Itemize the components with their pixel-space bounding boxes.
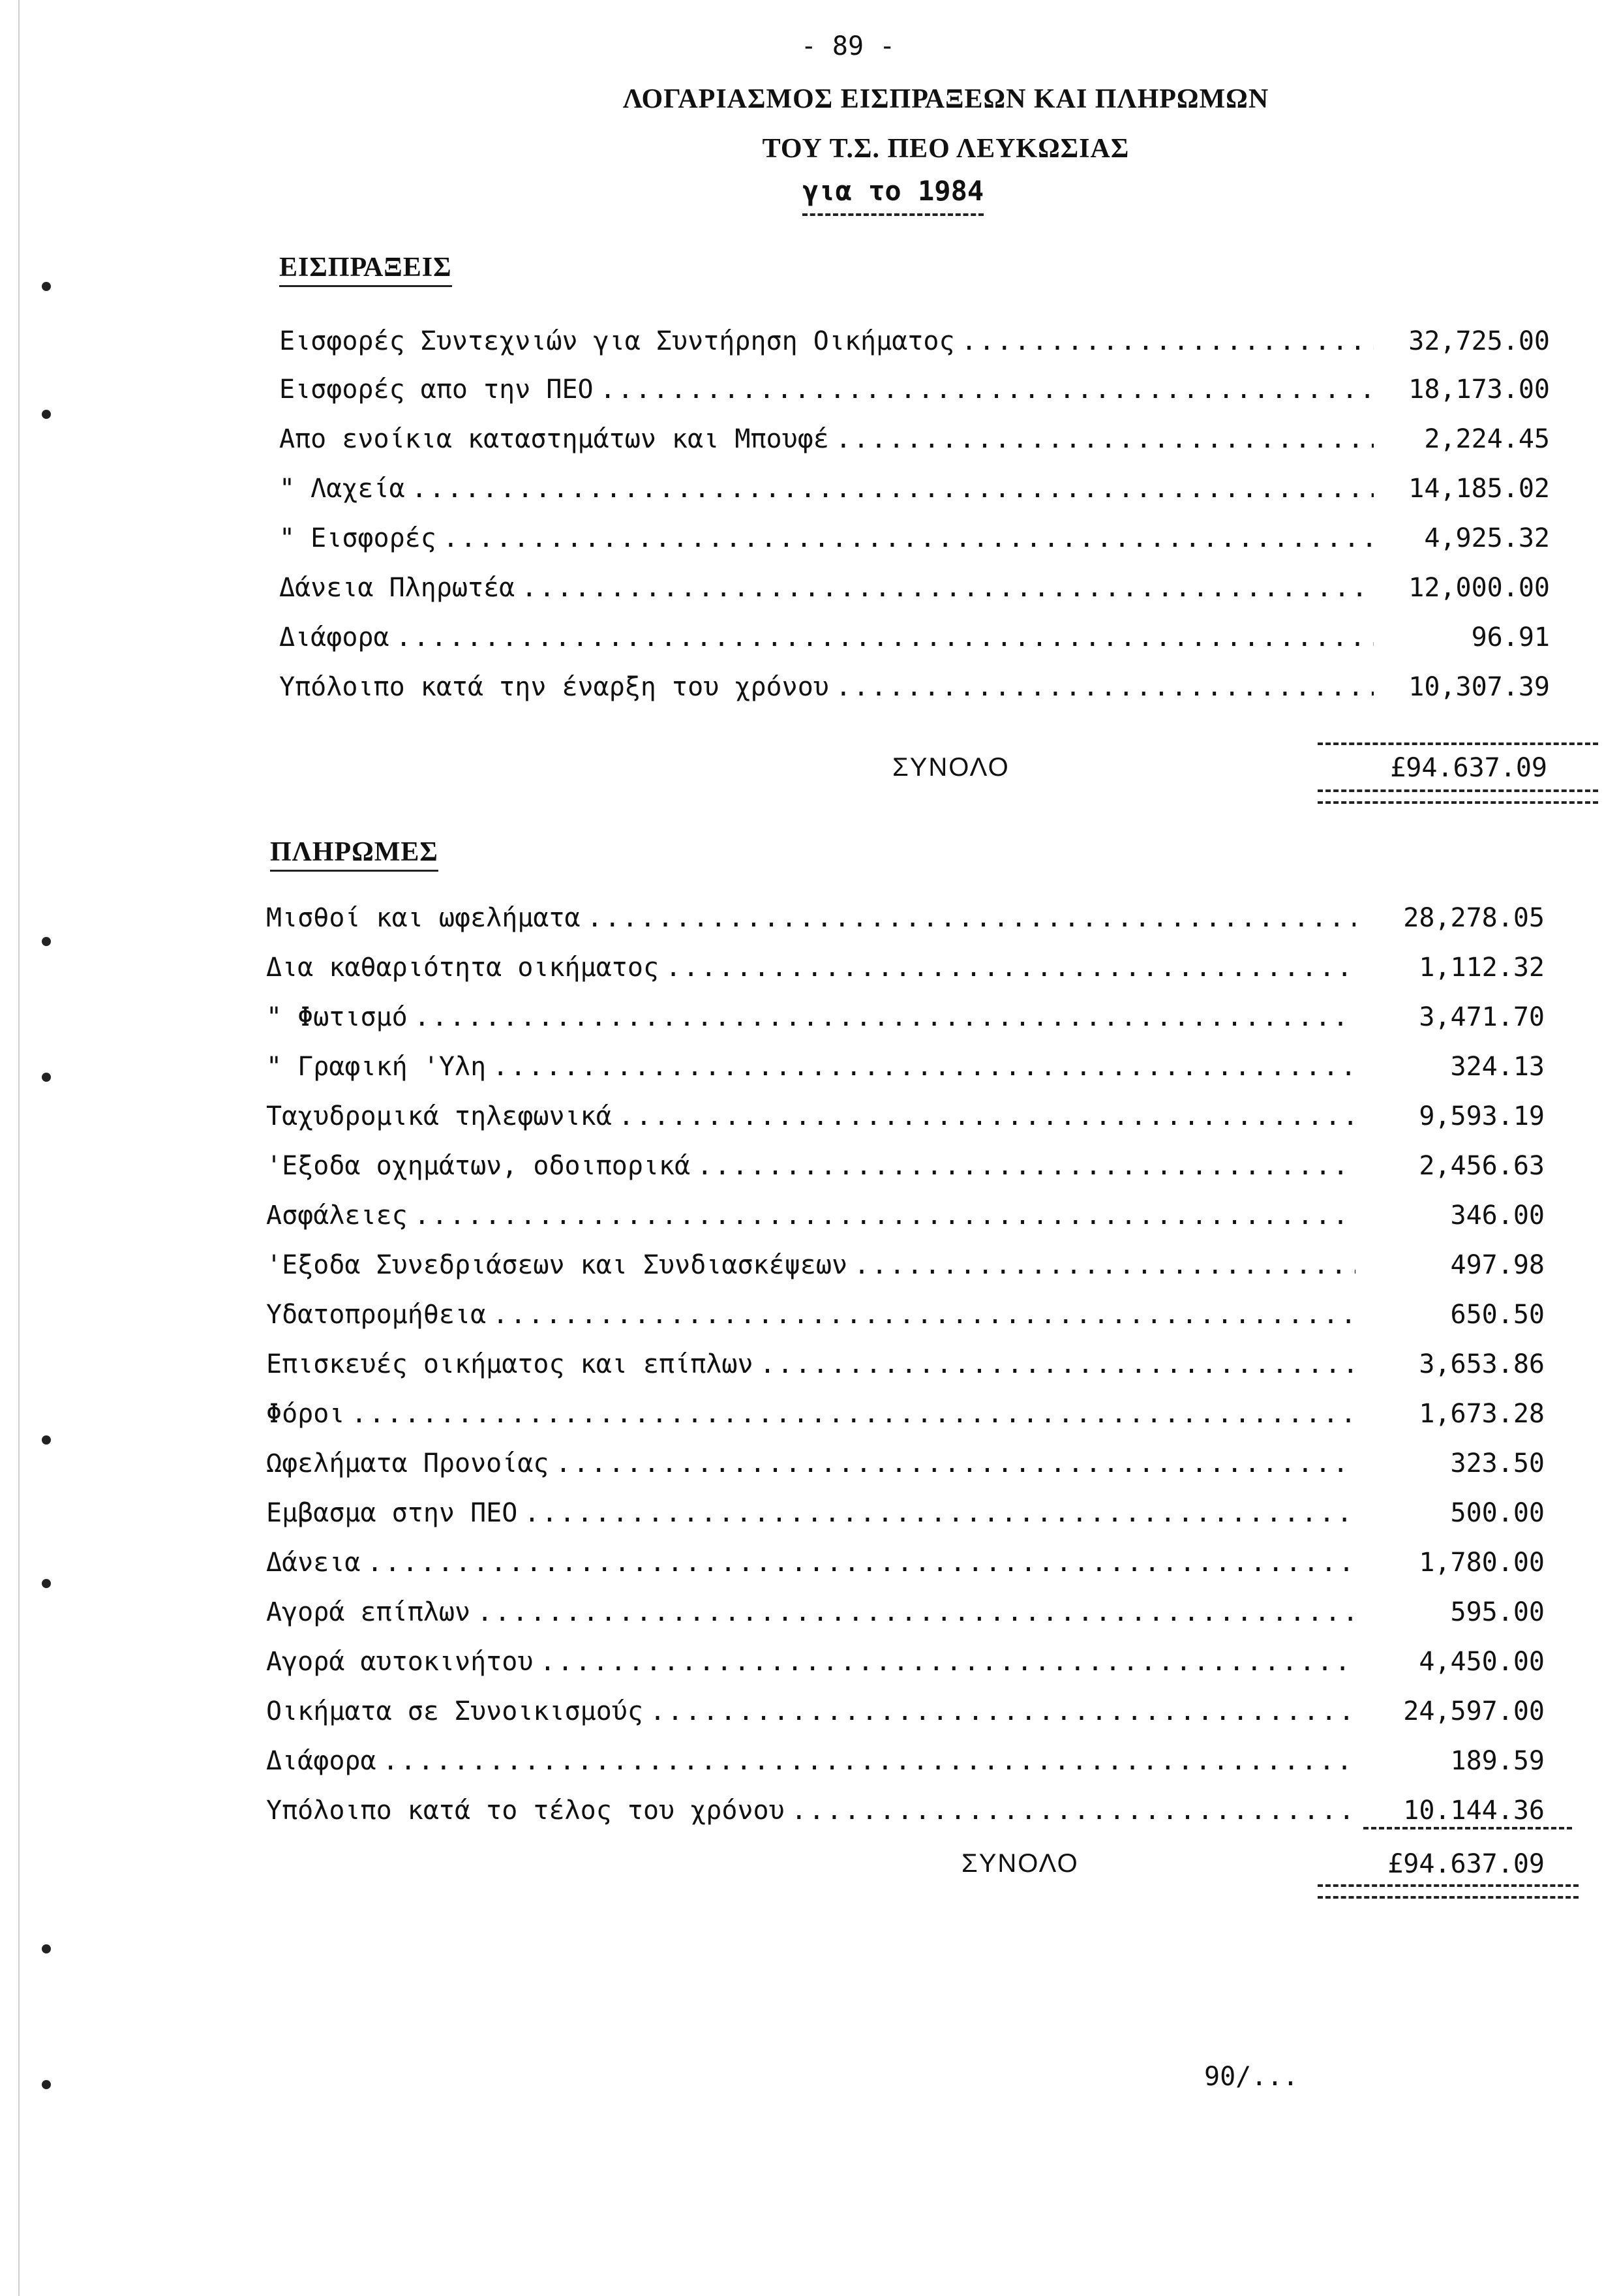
punch-hole (42, 937, 51, 946)
subtitle-underline (802, 213, 984, 216)
payment-amount: 3,653.86 (1419, 1349, 1545, 1379)
payment-row (266, 953, 1545, 992)
dot-leader (414, 1201, 1355, 1231)
payment-row (266, 1796, 1545, 1835)
receipts-heading-text: ΕΙΣΠΡΑΞΕΙΣ (279, 253, 452, 283)
payment-label: " Φωτισμό (266, 1002, 408, 1032)
dot-leader (961, 326, 1374, 356)
total-double-rule (1318, 1896, 1579, 1899)
dot-leader (524, 1498, 1355, 1528)
payment-amount: 10.144.36 (1403, 1796, 1545, 1826)
dot-leader (492, 1300, 1355, 1330)
receipt-amount: 18,173.00 (1408, 375, 1550, 405)
payment-label: Διάφορα (266, 1746, 376, 1776)
payment-row (266, 1201, 1545, 1240)
receipt-label: " Εισφορές (279, 523, 436, 553)
punch-hole (42, 1579, 51, 1588)
payment-amount: 346.00 (1450, 1201, 1545, 1231)
punch-hole (42, 410, 51, 419)
payment-label: Υπόλοιπο κατά το τέλος του χρόνου (266, 1796, 785, 1826)
payment-label: Δια καθαριότητα οικήματος (266, 953, 659, 983)
payment-amount: 189.59 (1450, 1746, 1545, 1776)
dot-leader (521, 573, 1374, 603)
payment-row (266, 1250, 1545, 1289)
dot-leader (539, 1647, 1355, 1677)
payment-amount: 28,278.05 (1403, 903, 1545, 933)
receipt-amount: 4,925.32 (1424, 523, 1550, 553)
dot-leader (555, 1448, 1355, 1478)
receipts-heading (279, 252, 452, 283)
payment-label: Φόροι (266, 1399, 345, 1429)
payment-amount: 1,780.00 (1419, 1548, 1545, 1578)
heading-underline (279, 285, 452, 287)
receipt-row (279, 523, 1550, 562)
payment-row (266, 1151, 1545, 1190)
receipt-amount: 32,725.00 (1408, 326, 1550, 356)
receipts-total-label: ΣΥΝΟΛΟ (892, 753, 1010, 782)
total-double-rule (1318, 1884, 1579, 1887)
total-double-rule (1318, 789, 1598, 792)
receipt-label: Εισφορές απο την ΠΕΟ (279, 375, 594, 405)
dot-leader (443, 523, 1374, 553)
dot-leader (383, 1746, 1355, 1776)
receipts-total-amount: £94.637.09 (1390, 753, 1547, 783)
receipt-row (279, 622, 1550, 662)
payment-row (266, 1498, 1545, 1537)
payment-row (266, 1300, 1545, 1339)
receipt-amount: 14,185.02 (1408, 474, 1550, 504)
payment-row (266, 903, 1545, 942)
payment-amount: 3,471.70 (1419, 1002, 1545, 1032)
payment-row (266, 1052, 1545, 1091)
total-double-rule (1318, 801, 1598, 804)
dot-leader (396, 622, 1374, 652)
punch-hole (42, 1944, 51, 1953)
payments-total-amount: £94.637.09 (1387, 1849, 1545, 1879)
payment-label: Εμβασμα στην ΠΕΟ (266, 1498, 518, 1528)
payments-heading (270, 836, 438, 868)
dot-leader (600, 375, 1374, 405)
receipt-row (279, 375, 1550, 414)
dot-leader (836, 424, 1374, 454)
payments-total-label: ΣΥΝΟΛΟ (961, 1849, 1079, 1878)
receipt-amount: 2,224.45 (1424, 424, 1550, 454)
payment-label: Υδατοπρομήθεια (266, 1300, 487, 1330)
dot-leader (618, 1101, 1355, 1131)
receipt-row (279, 474, 1550, 513)
payment-label: Ταχυδρομικά τηλεφωνικά (266, 1101, 612, 1131)
payment-amount: 595.00 (1450, 1597, 1545, 1627)
page-title-line2: ΤΟΥ Τ.Σ. ΠΕΟ ΛΕΥΚΩΣΙΑΣ (762, 134, 1130, 164)
payment-label: " Γραφική 'Υλη (266, 1052, 487, 1082)
punch-hole (42, 282, 51, 291)
payment-label: Επισκευές οικήματος και επίπλων (266, 1349, 753, 1379)
dot-leader (414, 1002, 1355, 1032)
payment-row (266, 1696, 1545, 1736)
dot-leader (412, 474, 1374, 504)
dot-leader (650, 1696, 1355, 1726)
payment-label: 'Εξοδα οχημάτων, οδοιπορικά (266, 1151, 691, 1181)
balance-underline (1363, 1827, 1572, 1829)
receipt-label: Διάφορα (279, 622, 389, 652)
punch-hole (42, 2080, 51, 2089)
payment-amount: 2,456.63 (1419, 1151, 1545, 1181)
payment-label: Ωφελήματα Προνοίας (266, 1448, 549, 1478)
punch-hole (42, 1435, 51, 1445)
payment-amount: 500.00 (1450, 1498, 1545, 1528)
receipt-amount: 96.91 (1471, 622, 1550, 652)
payment-row (266, 1448, 1545, 1488)
payment-label: Οικήματα σε Συνοικισμούς (266, 1696, 643, 1726)
payment-row (266, 1101, 1545, 1140)
payment-amount: 323.50 (1450, 1448, 1545, 1478)
dot-leader (760, 1349, 1355, 1379)
receipt-label: " Λαχεία (279, 474, 405, 504)
page-number: - 89 - (800, 31, 896, 61)
dot-leader (854, 1250, 1355, 1280)
payment-label: Αγορά επίπλων (266, 1597, 471, 1627)
payment-amount: 24,597.00 (1403, 1696, 1545, 1726)
payment-label: Ασφάλειες (266, 1201, 408, 1231)
payment-amount: 9,593.19 (1419, 1101, 1545, 1131)
receipt-label: Απο ενοίκια καταστημάτων και Μπουφέ (279, 424, 829, 454)
dot-leader (492, 1052, 1355, 1082)
payment-row (266, 1548, 1545, 1587)
page-subtitle (802, 175, 984, 207)
subtitle-text: για το 1984 (802, 175, 984, 207)
receipt-row (279, 326, 1550, 365)
payment-row (266, 1002, 1545, 1041)
payment-amount: 1,673.28 (1419, 1399, 1545, 1429)
dot-leader (836, 672, 1374, 702)
receipt-label: Υπόλοιπο κατά την έναρξη του χρόνου (279, 672, 829, 702)
payment-amount: 497.98 (1450, 1250, 1545, 1280)
continued-marker: 90/... (1204, 2062, 1299, 2092)
payment-row (266, 1399, 1545, 1438)
dot-leader (367, 1548, 1356, 1578)
dot-leader (665, 953, 1355, 983)
binding-margin (0, 0, 78, 2296)
receipt-amount: 10,307.39 (1408, 672, 1550, 702)
receipt-amount: 12,000.00 (1408, 573, 1550, 603)
payment-row (266, 1647, 1545, 1686)
dot-leader (791, 1796, 1355, 1826)
payment-amount: 4,450.00 (1419, 1647, 1545, 1677)
margin-line (18, 0, 20, 2296)
payment-row (266, 1349, 1545, 1388)
dot-leader (697, 1151, 1355, 1181)
payment-label: 'Εξοδα Συνεδριάσεων και Συνδιασκέψεων (266, 1250, 848, 1280)
payment-label: Δάνεια (266, 1548, 361, 1578)
payment-amount: 1,112.32 (1419, 953, 1545, 983)
payment-row (266, 1597, 1545, 1636)
receipt-row (279, 573, 1550, 612)
total-rule (1318, 742, 1598, 745)
receipt-label: Εισφορές Συντεχνιών για Συντήρηση Οικήματος (279, 326, 955, 356)
payment-amount: 650.50 (1450, 1300, 1545, 1330)
payments-heading-text: ΠΛΗΡΩΜΕΣ (270, 837, 438, 867)
receipt-row (279, 424, 1550, 463)
dot-leader (477, 1597, 1355, 1627)
page-title: ΛΟΓΑΡΙΑΣΜΟΣ ΕΙΣΠΡΑΞΕΩΝ ΚΑΙ ΠΛΗΡΩΜΩΝ (622, 84, 1269, 114)
payment-label: Αγορά αυτοκινήτου (266, 1647, 534, 1677)
payment-label: Μισθοί και ωφελήματα (266, 903, 581, 933)
receipt-label: Δάνεια Πληρωτέα (279, 573, 515, 603)
dot-leader (587, 903, 1355, 933)
heading-underline (270, 870, 438, 872)
payment-row (266, 1746, 1545, 1785)
receipt-row (279, 672, 1550, 711)
punch-hole (42, 1073, 51, 1082)
dot-leader (351, 1399, 1355, 1429)
payment-amount: 324.13 (1450, 1052, 1545, 1082)
